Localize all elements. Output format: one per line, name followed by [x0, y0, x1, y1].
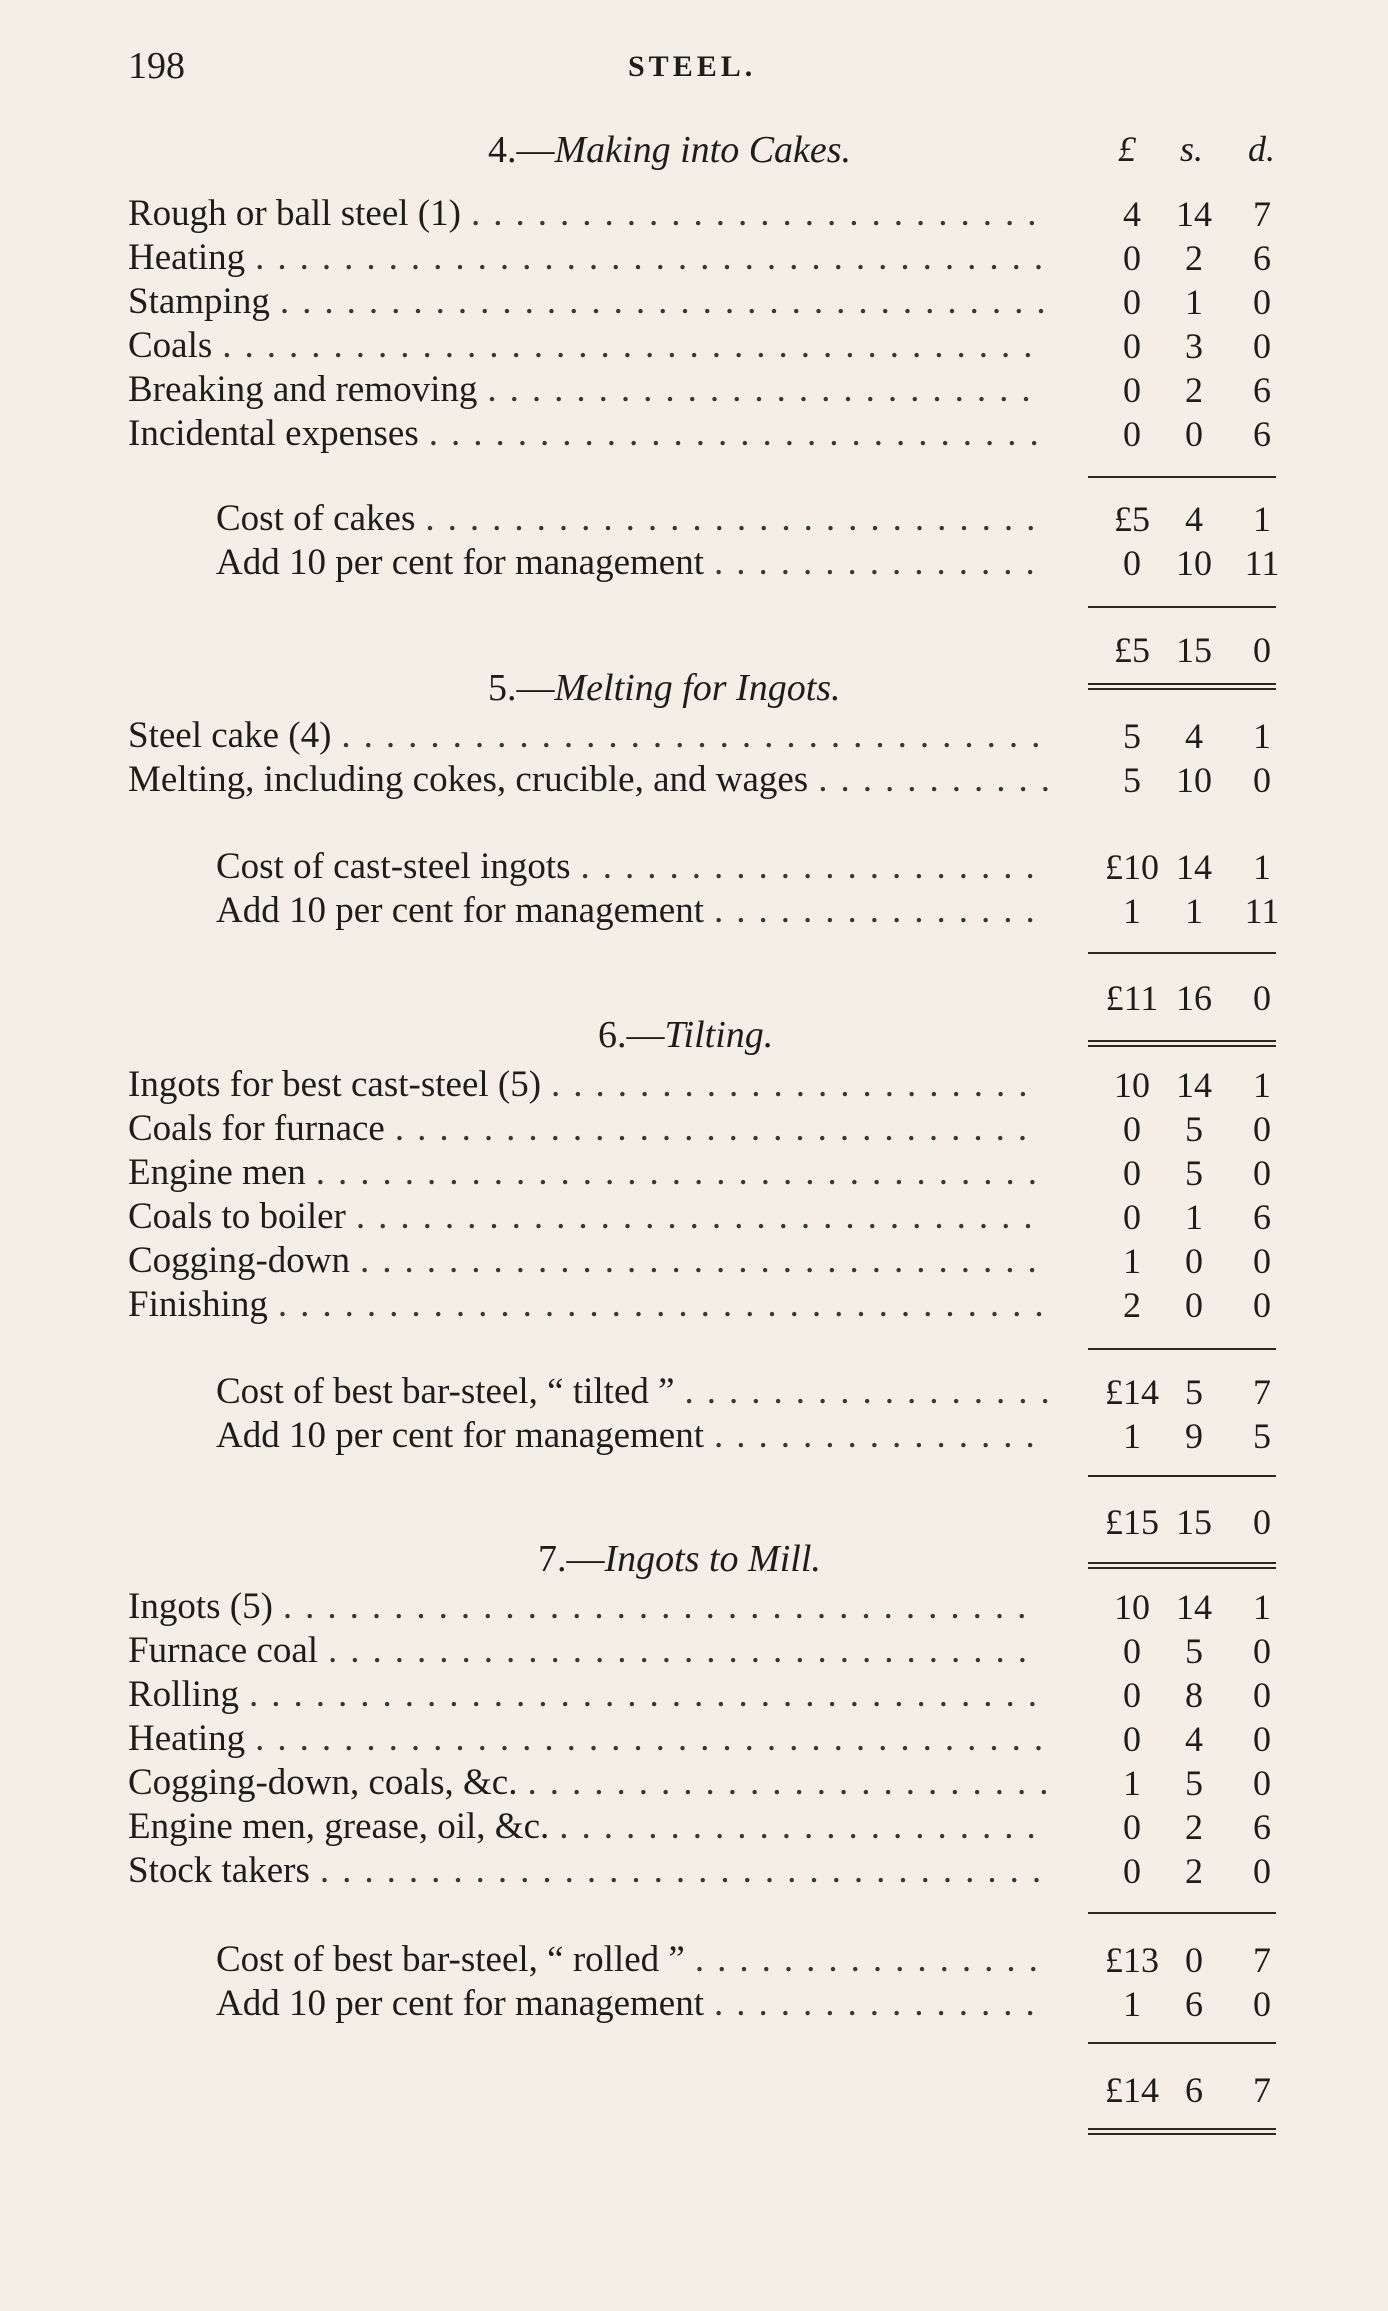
line-item-leader-dots: .................................. — [282, 1586, 1040, 1627]
line-item-s: 5 — [1185, 1109, 1203, 1149]
section-double-rule — [1088, 1040, 1276, 1047]
section-total-d: 7 — [1253, 2070, 1271, 2110]
line-item-l: 0 — [1123, 326, 1141, 366]
section-heading: Making into Cakes. — [554, 129, 852, 171]
line-item-label: Stock takers — [128, 1850, 310, 1891]
line-item-label: Stamping — [128, 281, 270, 322]
section-heading: Melting for Ingots. — [554, 667, 841, 709]
line-item-label: Breaking and removing — [128, 369, 478, 410]
line-item-l: 10 — [1114, 1065, 1150, 1105]
line-item-d: 0 — [1253, 1675, 1271, 1715]
line-item-d: 1 — [1253, 1587, 1271, 1627]
line-item-leader-dots: .................................... — [249, 1674, 1051, 1715]
section-total-s: 15 — [1176, 630, 1212, 670]
line-item-l: 1 — [1123, 1241, 1141, 1281]
section-total-l: £14 — [1105, 2070, 1159, 2110]
section-total-d: 0 — [1253, 1502, 1271, 1542]
total-rule — [1088, 606, 1276, 608]
section-title — [598, 1013, 773, 1057]
section-total-d: 0 — [1253, 630, 1271, 670]
cost-row-s: 5 — [1185, 1372, 1203, 1412]
line-item-d: 7 — [1253, 194, 1271, 234]
management-row-leader-dots: ............... — [714, 542, 1048, 583]
line-item-l: 5 — [1123, 716, 1141, 756]
line-item-s: 14 — [1176, 194, 1212, 234]
line-item-label: Cogging-down, coals, &c. — [128, 1762, 518, 1803]
line-item-l: 1 — [1123, 1763, 1141, 1803]
cost-row-label: Cost of cast-steel ingots — [216, 846, 571, 887]
line-item-d: 0 — [1253, 1763, 1271, 1803]
final-double-rule — [1088, 2128, 1276, 2135]
column-heading-pence: d. — [1248, 129, 1275, 169]
line-item-d: 0 — [1253, 282, 1271, 322]
line-item-s: 4 — [1185, 1719, 1203, 1759]
total-rule — [1088, 1475, 1276, 1477]
section-total-s: 15 — [1176, 1502, 1212, 1542]
line-item-label: Ingots (5) — [128, 1586, 273, 1627]
line-item-leader-dots: .......................... — [470, 193, 1050, 234]
line-item-leader-dots: ................................ — [328, 1630, 1041, 1671]
cost-row-l: £13 — [1105, 1940, 1159, 1980]
line-item-leader-dots: ................................ — [341, 715, 1054, 756]
line-item-leader-dots: ...................... — [559, 1806, 1049, 1847]
management-row-d: 0 — [1253, 1984, 1271, 2024]
line-item-l: 0 — [1123, 1807, 1141, 1847]
line-item-l: 2 — [1123, 1285, 1141, 1325]
line-item-s: 0 — [1185, 1285, 1203, 1325]
subtotal-rule — [1088, 1348, 1276, 1350]
line-item-leader-dots: ............................ — [428, 413, 1052, 454]
section-title — [538, 1537, 821, 1581]
line-item-label: Coals to boiler — [128, 1196, 346, 1237]
section-double-rule — [1088, 683, 1276, 690]
management-row-l: 0 — [1123, 543, 1141, 583]
line-item-s: 14 — [1176, 1587, 1212, 1627]
cost-row-l: £10 — [1105, 847, 1159, 887]
line-item-s: 0 — [1185, 414, 1203, 454]
line-item-d: 6 — [1253, 1807, 1271, 1847]
line-item-d: 6 — [1253, 414, 1271, 454]
cost-row-d: 7 — [1253, 1940, 1271, 1980]
line-item-s: 1 — [1185, 1197, 1203, 1237]
line-item-s: 10 — [1176, 760, 1212, 800]
line-item-l: 0 — [1123, 238, 1141, 278]
line-item-label: Rough or ball steel (1) — [128, 193, 461, 234]
line-item-leader-dots: .................................... — [255, 1718, 1057, 1759]
line-item-label: Melting, including cokes, crucible, and wages — [128, 759, 809, 800]
cost-row-d: 1 — [1253, 847, 1271, 887]
line-item-leader-dots: ............................. — [394, 1108, 1041, 1149]
line-item-l: 0 — [1123, 1719, 1141, 1759]
line-item-l: 0 — [1123, 370, 1141, 410]
section-heading: Tilting. — [664, 1014, 774, 1056]
line-item-s: 2 — [1185, 1851, 1203, 1891]
cost-row-s: 0 — [1185, 1940, 1203, 1980]
management-row-l: 1 — [1123, 1416, 1141, 1456]
line-item-d: 0 — [1253, 1109, 1271, 1149]
line-item-l: 0 — [1123, 414, 1141, 454]
section-total-l: £15 — [1105, 1502, 1159, 1542]
line-item-label: Cogging-down — [128, 1240, 350, 1281]
line-item-d: 6 — [1253, 238, 1271, 278]
subtotal-rule — [1088, 1912, 1276, 1914]
management-row-leader-dots: ............... — [714, 1415, 1048, 1456]
section-total-d: 0 — [1253, 978, 1271, 1018]
line-item-label: Heating — [128, 237, 246, 278]
line-item-leader-dots: .................................... — [255, 237, 1057, 278]
section-number: 5.— — [488, 667, 555, 709]
line-item-leader-dots: ................................... — [277, 1284, 1057, 1325]
cost-row-label: Cost of best bar-steel, “ tilted ” — [216, 1371, 675, 1412]
line-item-l: 0 — [1123, 1153, 1141, 1193]
line-item-l: 10 — [1114, 1587, 1150, 1627]
line-item-leader-dots: ............................... — [355, 1196, 1046, 1237]
management-row-leader-dots: ............... — [714, 1983, 1048, 2024]
management-row-s: 1 — [1185, 891, 1203, 931]
line-item-leader-dots: ........... — [818, 759, 1063, 800]
line-item-s: 8 — [1185, 1675, 1203, 1715]
line-item-leader-dots: ......................... — [487, 369, 1044, 410]
line-item-d: 0 — [1253, 1285, 1271, 1325]
line-item-label: Finishing — [128, 1284, 268, 1325]
cost-row-l: £14 — [1105, 1372, 1159, 1412]
line-item-label: Incidental expenses — [128, 413, 419, 454]
line-item-l: 5 — [1123, 760, 1141, 800]
line-item-s: 2 — [1185, 1807, 1203, 1847]
management-row-l: 1 — [1123, 891, 1141, 931]
line-item-d: 1 — [1253, 716, 1271, 756]
line-item-d: 0 — [1253, 1631, 1271, 1671]
management-row-s: 10 — [1176, 543, 1212, 583]
cost-row-leader-dots: ............................ — [425, 498, 1049, 539]
section-heading: Ingots to Mill. — [604, 1538, 821, 1580]
line-item-d: 0 — [1253, 1241, 1271, 1281]
line-item-l: 0 — [1123, 1109, 1141, 1149]
line-item-s: 14 — [1176, 1065, 1212, 1105]
line-item-d: 6 — [1253, 370, 1271, 410]
line-item-d: 0 — [1253, 760, 1271, 800]
management-row-d: 11 — [1244, 891, 1280, 931]
subtotal-rule — [1088, 476, 1276, 478]
line-item-leader-dots: ........................ — [527, 1762, 1062, 1803]
line-item-l: 0 — [1123, 1851, 1141, 1891]
cost-row-d: 1 — [1253, 499, 1271, 539]
line-item-label: Furnace coal — [128, 1630, 319, 1671]
line-item-s: 5 — [1185, 1631, 1203, 1671]
page-number: 198 — [128, 45, 185, 87]
section-total-l: £11 — [1105, 978, 1159, 1018]
line-item-s: 2 — [1185, 370, 1203, 410]
section-double-rule — [1088, 1562, 1276, 1569]
line-item-label: Heating — [128, 1718, 246, 1759]
line-item-leader-dots: ..................................... — [222, 325, 1046, 366]
cost-row-d: 7 — [1253, 1372, 1271, 1412]
line-item-d: 6 — [1253, 1197, 1271, 1237]
cost-row-leader-dots: ..................... — [580, 846, 1048, 887]
management-row-label: Add 10 per cent for management — [216, 890, 705, 931]
section-title — [488, 128, 851, 172]
line-item-label: Engine men — [128, 1152, 306, 1193]
total-rule — [1088, 952, 1276, 954]
line-item-d: 0 — [1253, 326, 1271, 366]
section-total-s: 16 — [1176, 978, 1212, 1018]
section-number: 4.— — [488, 129, 555, 171]
line-item-l: 0 — [1123, 1675, 1141, 1715]
cost-row-l: £5 — [1114, 499, 1150, 539]
line-item-d: 0 — [1253, 1153, 1271, 1193]
management-row-label: Add 10 per cent for management — [216, 542, 705, 583]
line-item-s: 5 — [1185, 1153, 1203, 1193]
management-row-l: 1 — [1123, 1984, 1141, 2024]
cost-row-label: Cost of best bar-steel, “ rolled ” — [216, 1939, 685, 1980]
cost-row-s: 4 — [1185, 499, 1203, 539]
management-row-label: Add 10 per cent for management — [216, 1983, 705, 2024]
column-heading-pounds: £ — [1118, 129, 1136, 169]
column-heading-shillings: s. — [1180, 129, 1204, 169]
section-number: 7.— — [538, 1538, 605, 1580]
cost-row-leader-dots: ................ — [694, 1939, 1051, 1980]
line-item-label: Coals for furnace — [128, 1108, 385, 1149]
line-item-l: 0 — [1123, 1631, 1141, 1671]
line-item-label: Rolling — [128, 1674, 240, 1715]
management-row-leader-dots: ............... — [714, 890, 1048, 931]
line-item-leader-dots: ................................. — [315, 1152, 1051, 1193]
line-item-l: 0 — [1123, 282, 1141, 322]
line-item-s: 5 — [1185, 1763, 1203, 1803]
line-item-leader-dots: ................................. — [319, 1850, 1055, 1891]
line-item-leader-dots: ...................... — [551, 1064, 1041, 1105]
section-title — [488, 666, 841, 710]
management-row-d: 5 — [1253, 1416, 1271, 1456]
management-row-label: Add 10 per cent for management — [216, 1415, 705, 1456]
line-item-d: 0 — [1253, 1719, 1271, 1759]
management-row-s: 9 — [1185, 1416, 1203, 1456]
line-item-s: 2 — [1185, 238, 1203, 278]
cost-row-leader-dots: ................. — [684, 1371, 1063, 1412]
cost-row-label: Cost of cakes — [216, 498, 416, 539]
line-item-label: Steel cake (4) — [128, 715, 332, 756]
line-item-d: 1 — [1253, 1065, 1271, 1105]
line-item-s: 1 — [1185, 282, 1203, 322]
line-item-d: 0 — [1253, 1851, 1271, 1891]
section-total-l: £5 — [1114, 630, 1150, 670]
line-item-leader-dots: ............................... — [360, 1240, 1050, 1281]
section-number: 6.— — [598, 1014, 665, 1056]
line-item-label: Ingots for best cast-steel (5) — [128, 1064, 542, 1105]
cost-row-s: 14 — [1176, 847, 1212, 887]
line-item-s: 4 — [1185, 716, 1203, 756]
management-row-d: 11 — [1244, 543, 1280, 583]
line-item-label: Engine men, grease, oil, &c. — [128, 1806, 550, 1847]
total-rule — [1088, 2042, 1276, 2044]
line-item-label: Coals — [128, 325, 213, 366]
line-item-leader-dots: ................................... — [279, 281, 1059, 322]
line-item-l: 0 — [1123, 1197, 1141, 1237]
management-row-s: 6 — [1185, 1984, 1203, 2024]
line-item-s: 0 — [1185, 1241, 1203, 1281]
line-item-l: 4 — [1123, 194, 1141, 234]
line-item-s: 3 — [1185, 326, 1203, 366]
section-total-s: 6 — [1185, 2070, 1203, 2110]
running-title: STEEL. — [628, 50, 757, 83]
